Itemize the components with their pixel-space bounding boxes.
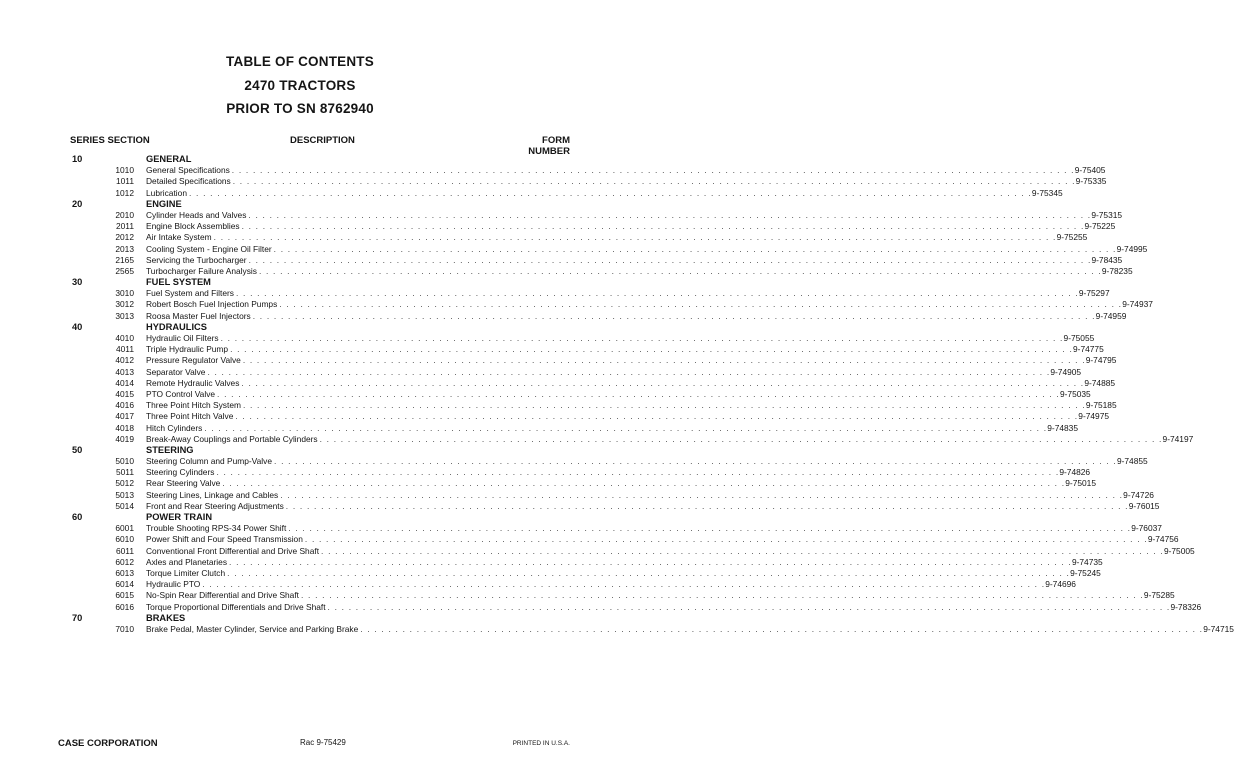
entry-line [146, 489, 1154, 501]
entry-line [146, 601, 1202, 613]
dot-leader: . . . . . . . . . . . . . . . . . . . . . . . . . . . . . . . . . . . . . . . . . . . . . . . . . . . . . . . . . . . . . . . . . . . . . . . . . . . . . . . . . . . . . . . . . . . . . . . . . . . . . . . . . . . . . . . . . . . . . . . . [204, 422, 1048, 433]
entry-line [146, 344, 1104, 355]
entry-description: Rear Steering Valve [146, 478, 221, 489]
form-number: 9-74197 [1162, 433, 1194, 444]
toc-entry [0, 422, 1078, 434]
toc-entry [0, 243, 1148, 255]
dot-leader: . . . . . . . . . . . . . . . . . . . . . . . . . . . . . . . . . . . . . . . . . . . . . . . . . . . . . . . . . . . . . . . . . . . . . . . . . . . . . . . . . . . . . . . . . . . . . . . . . . . . . . . . . . . . . . . . . . . . . . . . [188, 187, 1032, 198]
form-number: 9-76015 [1128, 500, 1160, 511]
dot-leader: . . . . . . . . . . . . . . . . . . . . . . . . . . . . . . . . . . . . . . . . . . . . . . . . . . . . . . . . . . . . . . . . . . . . . . . . . . . . . . . . . . . . . . . . . . . . . . . . . . . . . . . . . . . . . . . . . . . . . . . . [280, 489, 1124, 500]
section-code: 2010 [115, 209, 134, 220]
section-code: 6013 [115, 567, 134, 578]
dot-leader: . . . . . . . . . . . . . . . . . . . . . . . . . . . . . . . . . . . . . . . . . . . . . . . . . . . . . . . . . . . . . . . . . . . . . . . . . . . . . . . . . . . . . . . . . . . . . . . . . . . . . . . . . . . . . . . . . . . . . . . . [279, 299, 1123, 310]
toc-entry [0, 523, 1162, 534]
entry-description: Power Shift and Four Speed Transmission [146, 534, 303, 545]
form-number: 9-74835 [1047, 422, 1078, 433]
dot-leader: . . . . . . . . . . . . . . . . . . . . . . . . . . . . . . . . . . . . . . . . . . . . . . . . . . . . . . . . . . . . . . . . . . . . . . . . . . . . . . . . . . . . . . . . . . . . . . . . . . . . . . . . . . . . . . . . . . . . . . . . [235, 288, 1079, 299]
entry-line [146, 545, 1195, 557]
entry-line [146, 467, 1091, 478]
group-heading [0, 512, 600, 523]
toc-entry [0, 579, 1076, 590]
form-number: 9-78435 [1091, 254, 1123, 265]
entry-description: Hydraulic Oil Filters [146, 333, 219, 343]
section-code: 3013 [115, 310, 134, 321]
entry-description: Triple Hydraulic Pump [146, 344, 229, 355]
entry-description: Front and Rear Steering Adjustments [146, 500, 284, 511]
section-code: 5014 [115, 500, 134, 511]
entry-line [146, 433, 1194, 445]
entry-description: Servicing the Turbocharger [146, 254, 247, 265]
dot-leader: . . . . . . . . . . . . . . . . . . . . . . . . . . . . . . . . . . . . . . . . . . . . . . . . . . . . . . . . . . . . . . . . . . . . . . . . . . . . . . . . . . . . . . . . . . . . . . . . . . . . . . . . . . . . . . . . . . . . . . . . [285, 500, 1129, 511]
section-code: 7010 [115, 623, 134, 634]
entry-line [146, 165, 1106, 176]
dot-leader: . . . . . . . . . . . . . . . . . . . . . . . . . . . . . . . . . . . . . . . . . . . . . . . . . . . . . . . . . . . . . . . . . . . . . . . . . . . . . . . . . . . . . . . . . . . . . . . . . . . . . . . . . . . . . . . . . . . . . . . . [241, 221, 1085, 232]
toc-entry [0, 478, 1096, 489]
entry-description: Brake Pedal, Master Cylinder, Service and Parking Brake [146, 623, 359, 634]
toc-entry [0, 400, 1117, 411]
entry-line [146, 388, 1091, 400]
form-number: 9-78326 [1170, 601, 1202, 612]
dot-leader: . . . . . . . . . . . . . . . . . . . . . . . . . . . . . . . . . . . . . . . . . . . . . . . . . . . . . . . . . . . . . . . . . . . . . . . . . . . . . . . . . . . . . . . . . . . . . . . . . . . . . . . . . . . . . . . . . . . . . . . . [274, 456, 1117, 467]
dot-leader: . . . . . . . . . . . . . . . . . . . . . . . . . . . . . . . . . . . . . . . . . . . . . . . . . . . . . . . . . . . . . . . . . . . . . . . . . . . . . . . . . . . . . . . . . . . . . . . . . . . . . . . . . . . . . . . . . . . . . . . . [227, 567, 1071, 578]
section-code: 4019 [115, 433, 134, 444]
section-code: 6001 [115, 523, 134, 534]
group-name: STEERING [146, 444, 194, 455]
section-code: 5012 [115, 478, 134, 489]
form-number: 9-74715 [1203, 623, 1234, 634]
entry-description: Hydraulic PTO [146, 579, 201, 590]
entry-line [146, 299, 1153, 310]
group-heading [0, 154, 600, 165]
section-code: 2013 [115, 243, 134, 254]
entry-description: Pressure Regulator Valve [146, 355, 241, 366]
section-code: 6015 [115, 590, 134, 601]
entry-description: Axles and Planetaries [146, 556, 228, 567]
entry-line [146, 187, 1063, 199]
toc-entry [0, 456, 1148, 467]
group-name: BRAKES [146, 612, 186, 623]
dot-leader: . . . . . . . . . . . . . . . . . . . . . . . . . . . . . . . . . . . . . . . . . . . . . . . . . . . . . . . . . . . . . . . . . . . . . . . . . . . . . . . . . . . . . . . . . . . . . . . . . . . . . . . . . . . . . . . . . . . . . . . . [222, 478, 1066, 489]
entry-description: Separator Valve [146, 366, 206, 377]
toc-entry [0, 344, 1104, 355]
entry-line [146, 232, 1088, 243]
group-heading [0, 322, 600, 333]
group-heading [0, 277, 600, 288]
dot-leader: . . . . . . . . . . . . . . . . . . . . . . . . . . . . . . . . . . . . . . . . . . . . . . . . . . . . . . . . . . . . . . . . . . . . . . . . . . . . . . . . . . . . . . . . . . . . . . . . . . . . . . . . . . . . . . . . . . . . . . . . [304, 534, 1148, 545]
serial-title: PRIOR TO SN 8762940 [226, 101, 374, 116]
dot-leader: . . . . . . . . . . . . . . . . . . . . . . . . . . . . . . . . . . . . . . . . . . . . . . . . . . . . . . . . . . . . . . . . . . . . . . . . . . . . . . . . . . . . . . . . . . . . . . . . . . . . . . . . . . . . . . . . . . . . . . . . [207, 366, 1051, 377]
toc-entry [0, 232, 1088, 243]
form-number: 9-74826 [1059, 467, 1091, 478]
entry-description: Fuel System and Filters [146, 288, 234, 299]
section-code: 1011 [115, 176, 134, 187]
toc-entry [0, 500, 1160, 512]
entry-line [146, 355, 1117, 366]
group-series-number: 40 [72, 321, 83, 332]
dot-leader: . . . . . . . . . . . . . . . . . . . . . . . . . . . . . . . . . . . . . . . . . . . . . . . . . . . . . . . . . . . . . . . . . . . . . . . . . . . . . . . . . . . . . . . . . . . . . . . . . . . . . . . . . . . . . . . . . . . . . . . . [216, 467, 1060, 478]
entry-description: General Specifications [146, 165, 230, 176]
header-description: DESCRIPTION [290, 135, 355, 146]
section-code: 2012 [115, 232, 134, 243]
form-number: 9-75015 [1065, 478, 1096, 489]
toc-entry [0, 534, 1179, 545]
toc-list [0, 154, 1234, 635]
toc-entry [0, 310, 1127, 322]
form-number: 9-75245 [1070, 567, 1101, 578]
dot-leader: . . . . . . . . . . . . . . . . . . . . . . . . . . . . . . . . . . . . . . . . . . . . . . . . . . . . . . . . . . . . . . . . . . . . . . . . . . . . . . . . . . . . . . . . . . . . . . . . . . . . . . . . . . . . . . . . . . . . . . . . [213, 232, 1057, 243]
entry-description: Three Point Hitch System [146, 400, 241, 411]
toc-entry [0, 187, 1063, 199]
header-form-number: FORM NUMBER [528, 135, 570, 157]
form-number: 9-74775 [1073, 344, 1104, 355]
section-code: 6011 [115, 545, 134, 556]
entry-line [146, 534, 1179, 545]
dot-leader: . . . . . . . . . . . . . . . . . . . . . . . . . . . . . . . . . . . . . . . . . . . . . . . . . . . . . . . . . . . . . . . . . . . . . . . . . . . . . . . . . . . . . . . . . . . . . . . . . . . . . . . . . . . . . . . . . . . . . . . . [248, 209, 1092, 220]
toc-entry [0, 254, 1123, 266]
entry-description: No-Spin Rear Differential and Drive Shaft [146, 590, 299, 601]
form-number: 9-75185 [1085, 400, 1117, 411]
group-series-number: 10 [72, 154, 83, 164]
form-number: 9-75345 [1031, 187, 1063, 198]
section-code: 4015 [115, 388, 134, 399]
section-code: 5013 [115, 489, 134, 500]
dot-leader: . . . . . . . . . . . . . . . . . . . . . . . . . . . . . . . . . . . . . . . . . . . . . . . . . . . . . . . . . . . . . . . . . . . . . . . . . . . . . . . . . . . . . . . . . . . . . . . . . . . . . . . . . . . . . . . . . . . . . . . . [229, 556, 1072, 567]
group-series-number: 30 [72, 277, 83, 288]
section-code: 4011 [115, 344, 134, 355]
toc-entry [0, 388, 1091, 400]
form-number: 9-75405 [1074, 165, 1106, 176]
group-heading [0, 613, 600, 624]
dot-leader: . . . . . . . . . . . . . . . . . . . . . . . . . . . . . . . . . . . . . . . . . . . . . . . . . . . . . . . . . . . . . . . . . . . . . . . . . . . . . . . . . . . . . . . . . . . . . . . . . . . . . . . . . . . . . . . . . . . . . . . . [230, 344, 1073, 355]
section-code: 6010 [115, 534, 134, 545]
entry-line [146, 209, 1123, 221]
dot-leader: . . . . . . . . . . . . . . . . . . . . . . . . . . . . . . . . . . . . . . . . . . . . . . . . . . . . . . . . . . . . . . . . . . . . . . . . . . . . . . . . . . . . . . . . . . . . . . . . . . . . . . . . . . . . . . . . . . . . . . . . [248, 254, 1092, 265]
toc-entry [0, 411, 1110, 422]
form-number: 9-74905 [1050, 366, 1082, 377]
section-code: 4013 [115, 366, 134, 377]
toc-entry [0, 556, 1103, 568]
form-number: 9-78235 [1101, 265, 1133, 276]
model-title: 2470 TRACTORS [244, 78, 356, 93]
entry-line [146, 500, 1160, 512]
form-number: 9-74696 [1045, 579, 1076, 590]
form-number: 9-75335 [1075, 176, 1107, 187]
entry-description: Torque Limiter Clutch [146, 567, 226, 578]
toc-entry [0, 467, 1091, 478]
toc-entry [0, 165, 1106, 176]
toc-entry [0, 601, 1202, 613]
entry-description: Roosa Master Fuel Injectors [146, 310, 251, 321]
toc-entry [0, 567, 1101, 579]
entry-line [146, 623, 1234, 635]
form-number: 9-75225 [1084, 221, 1116, 232]
entry-description: Turbocharger Failure Analysis [146, 265, 257, 276]
entry-description: Steering Cylinders [146, 467, 215, 478]
group-name: HYDRAULICS [146, 321, 207, 332]
dot-leader: . . . . . . . . . . . . . . . . . . . . . . . . . . . . . . . . . . . . . . . . . . . . . . . . . . . . . . . . . . . . . . . . . . . . . . . . . . . . . . . . . . . . . . . . . . . . . . . . . . . . . . . . . . . . . . . . . . . . . . . . [327, 601, 1171, 612]
group-name: ENGINE [146, 198, 182, 209]
form-number: 9-74885 [1084, 377, 1116, 388]
form-number: 9-75055 [1063, 333, 1095, 343]
entry-line [146, 377, 1116, 389]
dot-leader: . . . . . . . . . . . . . . . . . . . . . . . . . . . . . . . . . . . . . . . . . . . . . . . . . . . . . . . . . . . . . . . . . . . . . . . . . . . . . . . . . . . . . . . . . . . . . . . . . . . . . . . . . . . . . . . . . . . . . . . . [232, 176, 1076, 187]
form-number: 9-74937 [1122, 299, 1153, 310]
page-title: TABLE OF CONTENTS [226, 54, 374, 69]
entry-description: Conventional Front Differential and Drive Shaft [146, 545, 320, 556]
toc-entry [0, 433, 1194, 445]
dot-leader: . . . . . . . . . . . . . . . . . . . . . . . . . . . . . . . . . . . . . . . . . . . . . . . . . . . . . . . . . . . . . . . . . . . . . . . . . . . . . . . . . . . . . . . . . . . . . . . . . . . . . . . . . . . . . . . . . . . . . . . . [220, 333, 1064, 343]
dot-leader: . . . . . . . . . . . . . . . . . . . . . . . . . . . . . . . . . . . . . . . . . . . . . . . . . . . . . . . . . . . . . . . . . . . . . . . . . . . . . . . . . . . . . . . . . . . . . . . . . . . . . . . . . . . . . . . . . . . . . . . . [321, 545, 1164, 556]
dot-leader: . . . . . . . . . . . . . . . . . . . . . . . . . . . . . . . . . . . . . . . . . . . . . . . . . . . . . . . . . . . . . . . . . . . . . . . . . . . . . . . . . . . . . . . . . . . . . . . . . . . . . . . . . . . . . . . . . . . . . . . . [288, 523, 1132, 534]
section-code: 4012 [115, 355, 134, 366]
toc-entry [0, 623, 1234, 635]
form-number: 9-76037 [1131, 523, 1162, 534]
group-heading [0, 445, 600, 456]
toc-entry [0, 265, 1133, 277]
section-code: 3012 [115, 299, 134, 310]
group-series-number: 60 [72, 512, 83, 522]
entry-description: Steering Lines, Linkage and Cables [146, 489, 279, 500]
dot-leader: . . . . . . . . . . . . . . . . . . . . . . . . . . . . . . . . . . . . . . . . . . . . . . . . . . . . . . . . . . . . . . . . . . . . . . . . . . . . . . . . . . . . . . . . . . . . . . . . . . . . . . . . . . . . . . . . . . . . . . . . [202, 579, 1046, 590]
entry-line [146, 176, 1107, 187]
entry-line [146, 243, 1148, 255]
entry-line [146, 523, 1162, 534]
toc-entry [0, 489, 1154, 501]
form-number: 9-74735 [1071, 556, 1103, 567]
section-code: 2165 [115, 254, 134, 265]
dot-leader: . . . . . . . . . . . . . . . . . . . . . . . . . . . . . . . . . . . . . . . . . . . . . . . . . . . . . . . . . . . . . . . . . . . . . . . . . . . . . . . . . . . . . . . . . . . . . . . . . . . . . . . . . . . . . . . . . . . . . . . . [360, 623, 1204, 634]
group-heading [0, 199, 600, 210]
entry-line [146, 579, 1076, 590]
section-code: 5011 [115, 467, 134, 478]
group-name: GENERAL [146, 154, 192, 164]
toc-entry [0, 209, 1123, 221]
toc-entry [0, 333, 1095, 344]
header-series-section: SERIES SECTION [70, 135, 150, 146]
entry-description: Lubrication [146, 187, 187, 198]
dot-leader: . . . . . . . . . . . . . . . . . . . . . . . . . . . . . . . . . . . . . . . . . . . . . . . . . . . . . . . . . . . . . . . . . . . . . . . . . . . . . . . . . . . . . . . . . . . . . . . . . . . . . . . . . . . . . . . . . . . . . . . . [242, 400, 1086, 411]
form-number: 9-75297 [1078, 288, 1110, 299]
form-number: 9-75255 [1056, 232, 1088, 243]
entry-description: Robert Bosch Fuel Injection Pumps [146, 299, 278, 310]
section-code: 2565 [115, 265, 134, 276]
dot-leader: . . . . . . . . . . . . . . . . . . . . . . . . . . . . . . . . . . . . . . . . . . . . . . . . . . . . . . . . . . . . . . . . . . . . . . . . . . . . . . . . . . . . . . . . . . . . . . . . . . . . . . . . . . . . . . . . . . . . . . . . [273, 243, 1117, 254]
section-code: 6014 [115, 579, 134, 590]
section-code: 4018 [115, 422, 134, 433]
form-number: 9-74726 [1123, 489, 1154, 500]
form-number: 9-74855 [1116, 456, 1148, 467]
toc-entry [0, 176, 1107, 187]
entry-description: Three Point Hitch Valve [146, 411, 234, 422]
toc-entry [0, 355, 1117, 366]
dot-leader: . . . . . . . . . . . . . . . . . . . . . . . . . . . . . . . . . . . . . . . . . . . . . . . . . . . . . . . . . . . . . . . . . . . . . . . . . . . . . . . . . . . . . . . . . . . . . . . . . . . . . . . . . . . . . . . . . . . . . . . . [258, 265, 1102, 276]
entry-description: Steering Column and Pump-Valve [146, 456, 273, 467]
toc-entry [0, 366, 1082, 378]
section-code: 2011 [115, 221, 134, 232]
section-code: 6016 [115, 601, 134, 612]
section-code: 3010 [115, 288, 134, 299]
printed-in: PRINTED IN U.S.A. [512, 740, 570, 747]
entry-description: Air Intake System [146, 232, 212, 243]
form-reference: Rac 9-75429 [300, 738, 346, 747]
form-number: 9-74795 [1085, 355, 1117, 366]
toc-entry [0, 288, 1110, 299]
toc-entry [0, 221, 1116, 232]
entry-line [146, 221, 1116, 232]
section-code: 4017 [115, 411, 134, 422]
dot-leader: . . . . . . . . . . . . . . . . . . . . . . . . . . . . . . . . . . . . . . . . . . . . . . . . . . . . . . . . . . . . . . . . . . . . . . . . . . . . . . . . . . . . . . . . . . . . . . . . . . . . . . . . . . . . . . . . . . . . . . . . [231, 165, 1075, 176]
form-number: 9-74959 [1095, 310, 1127, 321]
entry-line [146, 478, 1096, 489]
company-name: CASE CORPORATION [58, 738, 158, 749]
form-number: 9-75285 [1143, 590, 1175, 601]
group-series-number: 20 [72, 198, 83, 209]
entry-line [146, 333, 1095, 344]
entry-line [146, 366, 1082, 378]
entry-description: Cooling System - Engine Oil Filter [146, 243, 272, 254]
section-code: 4010 [115, 333, 134, 343]
group-name: POWER TRAIN [146, 512, 213, 522]
dot-leader: . . . . . . . . . . . . . . . . . . . . . . . . . . . . . . . . . . . . . . . . . . . . . . . . . . . . . . . . . . . . . . . . . . . . . . . . . . . . . . . . . . . . . . . . . . . . . . . . . . . . . . . . . . . . . . . . . . . . . . . . [241, 377, 1085, 388]
toc-entry [0, 299, 1153, 310]
toc-entry [0, 590, 1175, 601]
dot-leader: . . . . . . . . . . . . . . . . . . . . . . . . . . . . . . . . . . . . . . . . . . . . . . . . . . . . . . . . . . . . . . . . . . . . . . . . . . . . . . . . . . . . . . . . . . . . . . . . . . . . . . . . . . . . . . . . . . . . . . . . [252, 310, 1096, 321]
section-code: 6012 [115, 556, 134, 567]
dot-leader: . . . . . . . . . . . . . . . . . . . . . . . . . . . . . . . . . . . . . . . . . . . . . . . . . . . . . . . . . . . . . . . . . . . . . . . . . . . . . . . . . . . . . . . . . . . . . . . . . . . . . . . . . . . . . . . . . . . . . . . . [217, 388, 1060, 399]
entry-line [146, 456, 1148, 467]
group-series-number: 70 [72, 612, 83, 623]
dot-leader: . . . . . . . . . . . . . . . . . . . . . . . . . . . . . . . . . . . . . . . . . . . . . . . . . . . . . . . . . . . . . . . . . . . . . . . . . . . . . . . . . . . . . . . . . . . . . . . . . . . . . . . . . . . . . . . . . . . . . . . . [242, 355, 1086, 366]
entry-description: Trouble Shooting RPS-34 Power Shift [146, 523, 287, 534]
section-code: 1012 [115, 187, 134, 198]
toc-entry [0, 377, 1116, 389]
dot-leader: . . . . . . . . . . . . . . . . . . . . . . . . . . . . . . . . . . . . . . . . . . . . . . . . . . . . . . . . . . . . . . . . . . . . . . . . . . . . . . . . . . . . . . . . . . . . . . . . . . . . . . . . . . . . . . . . . . . . . . . . [319, 433, 1163, 444]
section-code: 5010 [115, 456, 134, 467]
entry-line [146, 265, 1133, 277]
entry-line [146, 400, 1117, 411]
group-name: FUEL SYSTEM [146, 277, 211, 288]
entry-description: PTO Control Valve [146, 388, 216, 399]
entry-line [146, 590, 1175, 601]
group-series-number: 50 [72, 444, 83, 455]
form-number: 9-74995 [1116, 243, 1148, 254]
entry-line [146, 422, 1078, 434]
entry-line [146, 288, 1110, 299]
entry-description: Cylinder Heads and Valves [146, 209, 247, 220]
form-number: 9-75315 [1091, 209, 1123, 220]
section-code: 4016 [115, 400, 134, 411]
toc-entry [0, 545, 1195, 557]
section-code: 4014 [115, 377, 134, 388]
entry-description: Torque Proportional Differentials and Drive Shaft [146, 601, 326, 612]
entry-description: Break-Away Couplings and Portable Cylinders [146, 433, 318, 444]
entry-line [146, 310, 1127, 322]
form-number: 9-74975 [1078, 411, 1110, 422]
dot-leader: . . . . . . . . . . . . . . . . . . . . . . . . . . . . . . . . . . . . . . . . . . . . . . . . . . . . . . . . . . . . . . . . . . . . . . . . . . . . . . . . . . . . . . . . . . . . . . . . . . . . . . . . . . . . . . . . . . . . . . . . [301, 590, 1144, 601]
entry-description: Detailed Specifications [146, 176, 231, 187]
entry-line [146, 254, 1123, 266]
entry-line [146, 556, 1103, 568]
entry-description: Hitch Cylinders [146, 422, 203, 433]
section-code: 1010 [115, 165, 134, 176]
form-number: 9-75035 [1059, 388, 1091, 399]
form-number: 9-74756 [1147, 534, 1179, 545]
dot-leader: . . . . . . . . . . . . . . . . . . . . . . . . . . . . . . . . . . . . . . . . . . . . . . . . . . . . . . . . . . . . . . . . . . . . . . . . . . . . . . . . . . . . . . . . . . . . . . . . . . . . . . . . . . . . . . . . . . . . . . . . [235, 411, 1079, 422]
form-number: 9-75005 [1163, 545, 1195, 556]
entry-line [146, 567, 1101, 579]
entry-line [146, 411, 1110, 422]
entry-description: Remote Hydraulic Valves [146, 377, 240, 388]
entry-description: Engine Block Assemblies [146, 221, 240, 232]
